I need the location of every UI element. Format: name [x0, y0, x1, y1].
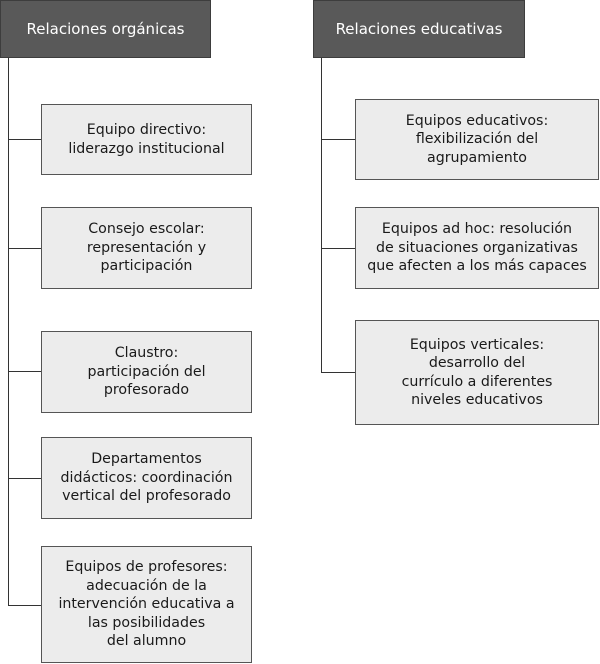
right-connector-trunk: [321, 58, 322, 373]
left-connector-trunk: [8, 58, 9, 606]
box-departamentos-didacticos: Departamentos didácticos: coordinación vertical del profesorado: [41, 437, 252, 519]
left-connector-branch: [8, 139, 41, 140]
box-equipos-ad-hoc: Equipos ad hoc: resolución de situaciones organizativas que afecten a los más capaces: [355, 207, 599, 289]
left-connector-branch: [8, 478, 41, 479]
left-connector-branch: [8, 371, 41, 372]
box-claustro: Claustro: participación del profesorado: [41, 331, 252, 413]
header-relaciones-organicas: Relaciones orgánicas: [0, 0, 211, 58]
box-equipos-verticales: Equipos verticales: desarrollo del currículo a diferentes niveles educativos: [355, 320, 599, 425]
box-equipos-educativos: Equipos educativos: flexibilización del agrupamiento: [355, 99, 599, 180]
header-relaciones-educativas: Relaciones educativas: [313, 0, 525, 58]
right-connector-branch: [321, 248, 355, 249]
box-equipo-directivo: Equipo directivo: liderazgo institucional: [41, 104, 252, 175]
right-connector-branch: [321, 372, 355, 373]
left-connector-branch: [8, 605, 41, 606]
box-consejo-escolar: Consejo escolar: representación y participación: [41, 207, 252, 289]
box-equipos-de-profesores: Equipos de profesores: adecuación de la intervención educativa a las posibilidades del alumno: [41, 546, 252, 663]
left-connector-branch: [8, 248, 41, 249]
right-connector-branch: [321, 139, 355, 140]
